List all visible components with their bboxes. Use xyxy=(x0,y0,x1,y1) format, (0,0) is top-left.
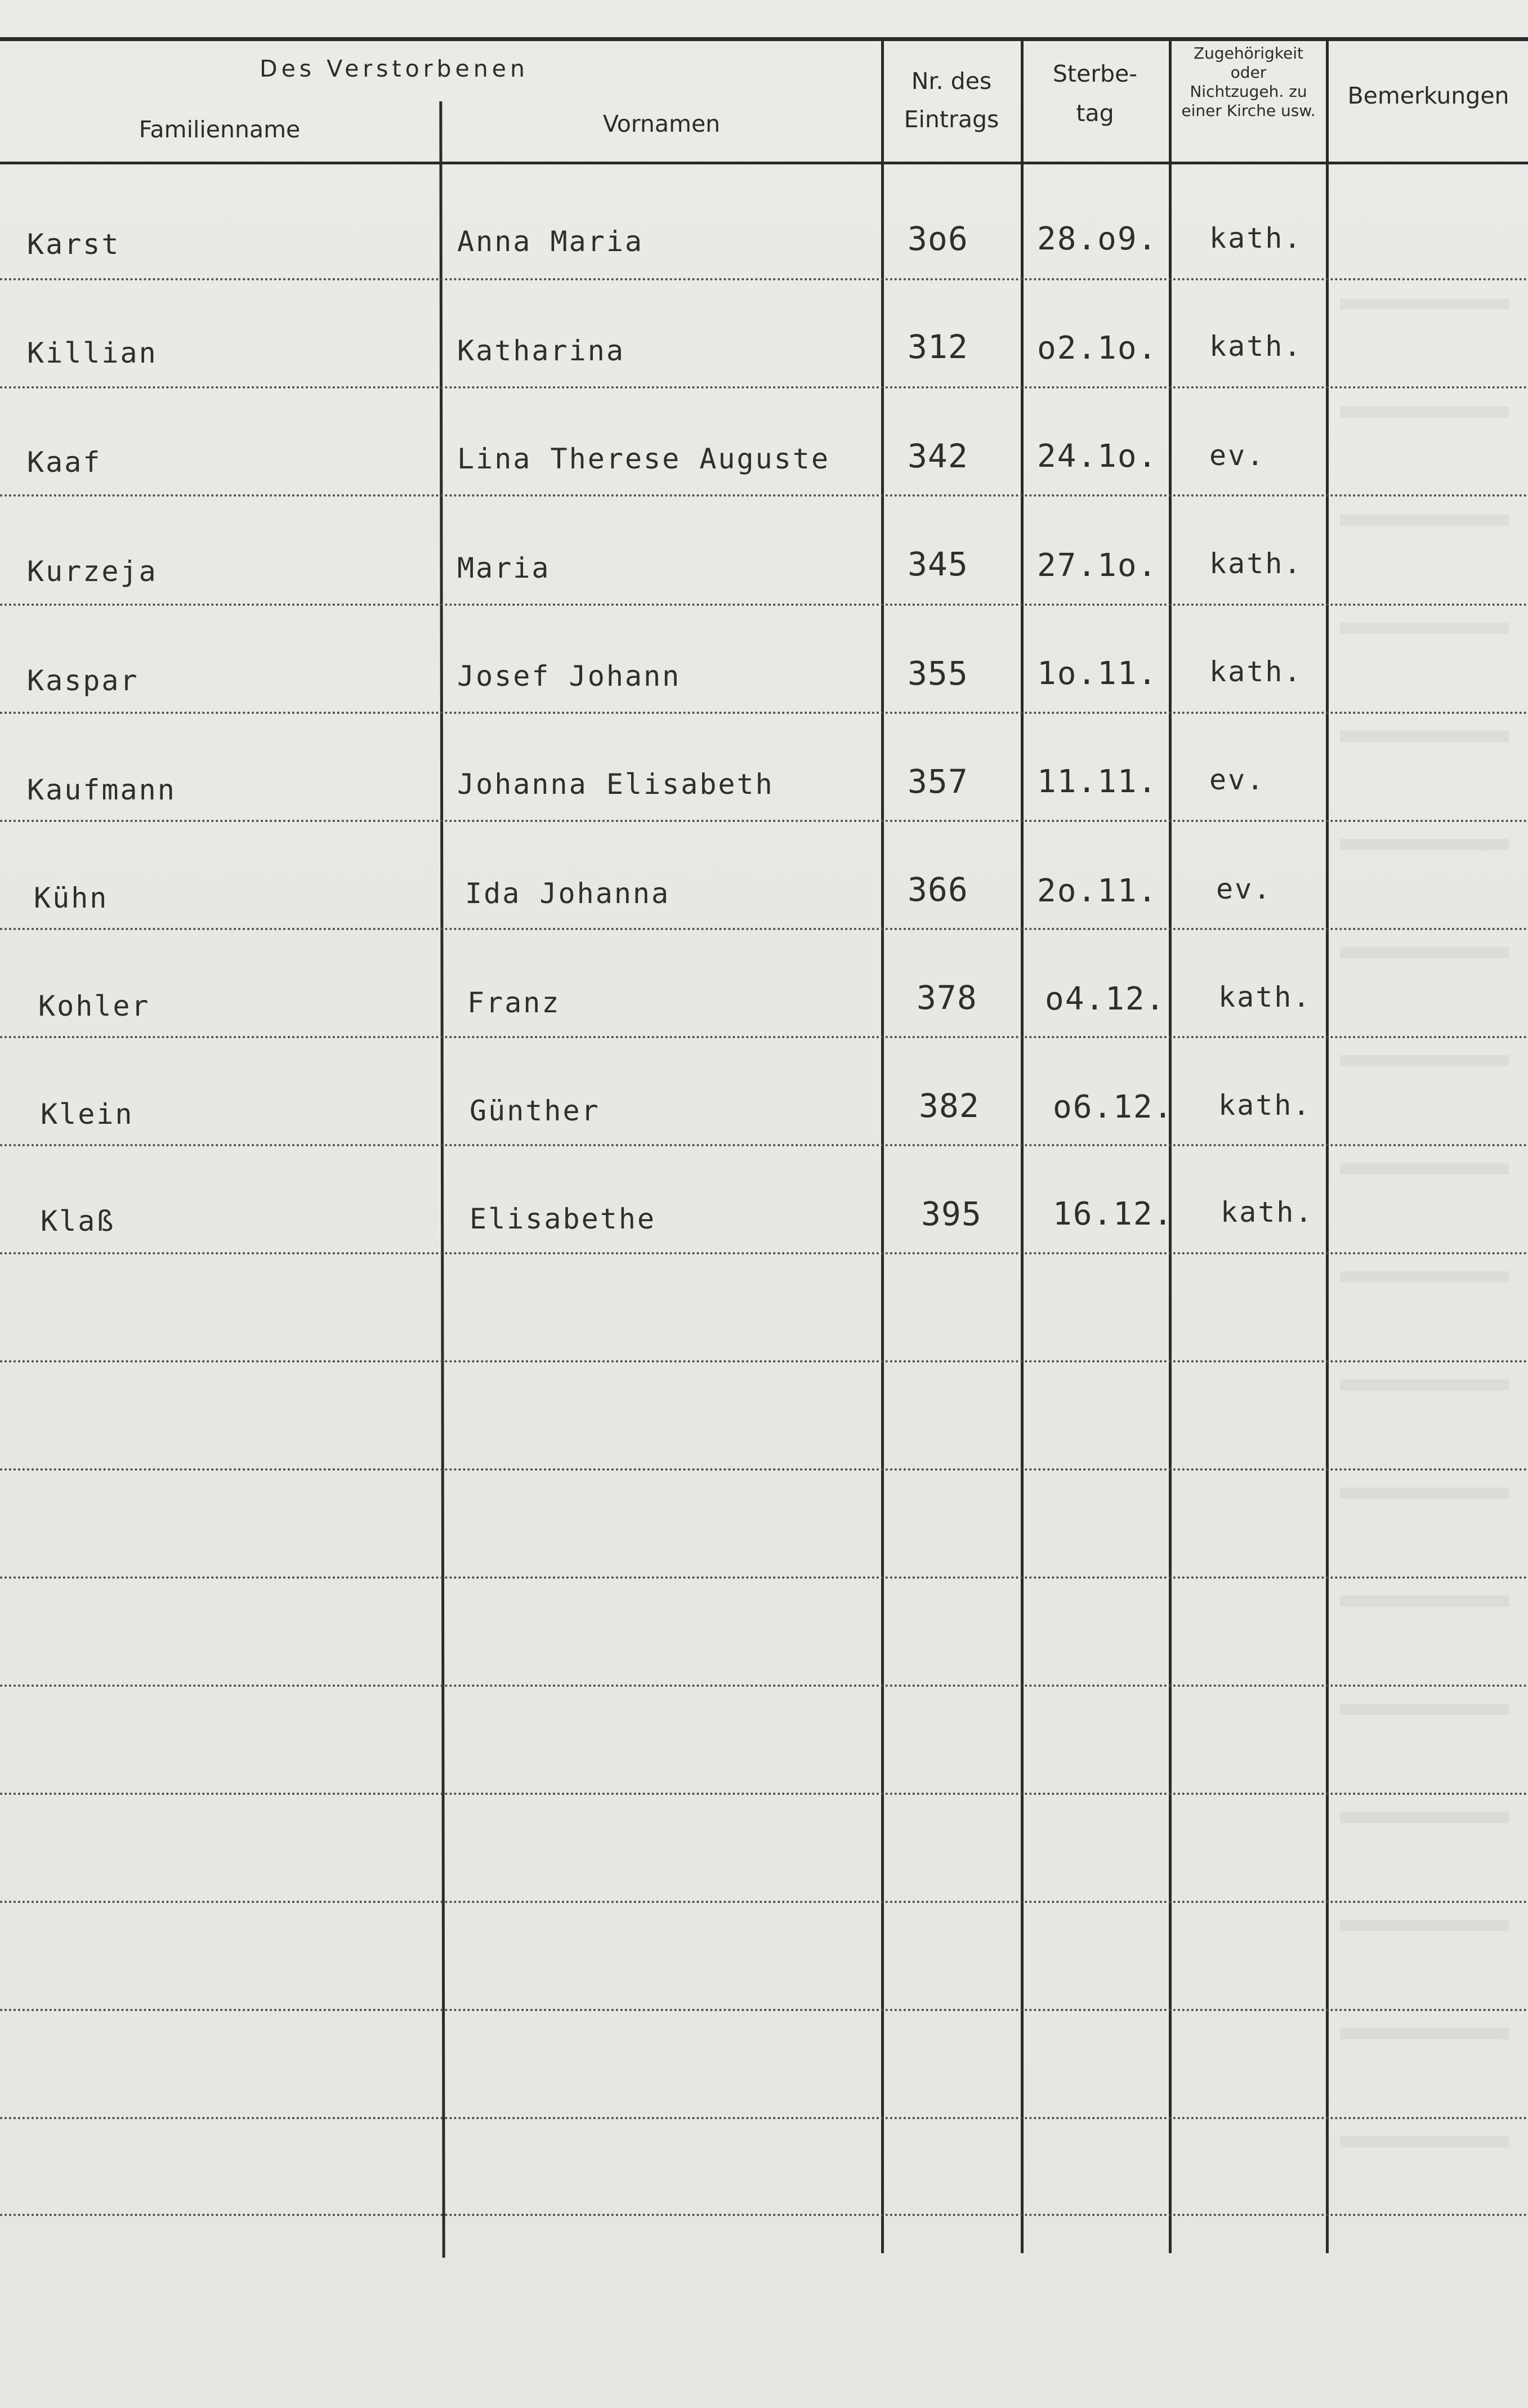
header-zug-line2: oder xyxy=(1230,63,1267,82)
row-separator xyxy=(0,1360,1528,1362)
row-5-kirche: kath. xyxy=(1209,655,1303,688)
column-divider-vornamen xyxy=(439,101,445,2258)
row-8-vornamen: Franz xyxy=(467,986,561,1019)
row-2-nr: 312 xyxy=(908,328,968,366)
header-bemerkungen: Bemerkungen xyxy=(1347,82,1509,109)
row-2-familienname: Killian xyxy=(27,337,158,369)
row-separator xyxy=(0,386,1528,388)
row-2-sterbetag: o2.1o. xyxy=(1037,330,1158,367)
row-1-kirche: kath. xyxy=(1209,222,1303,254)
row-8-kirche: kath. xyxy=(1218,981,1312,1013)
column-divider-bemerkungen xyxy=(1326,41,1329,2253)
header-top-rule xyxy=(0,37,1528,41)
row-separator xyxy=(0,1685,1528,1687)
row-separator xyxy=(0,928,1528,930)
row-1-familienname: Karst xyxy=(27,228,120,261)
row-7-sterbetag: 2o.11. xyxy=(1037,873,1158,909)
row-9-vornamen: Günther xyxy=(470,1094,600,1127)
row-6-kirche: ev. xyxy=(1209,763,1266,796)
row-2-vornamen: Katharina xyxy=(457,334,625,367)
column-divider-nr xyxy=(881,41,884,2253)
row-9-familienname: Klein xyxy=(41,1098,134,1131)
header-sterbe-line1: Sterbe- xyxy=(1052,60,1138,87)
row-4-kirche: kath. xyxy=(1209,547,1303,580)
header-nr-des-eintrags xyxy=(884,62,1019,139)
header-familienname: Familienname xyxy=(138,116,301,143)
header-sterbe-line2: tag xyxy=(1076,100,1114,127)
row-3-nr: 342 xyxy=(908,437,968,475)
row-6-vornamen: Johanna Elisabeth xyxy=(457,768,774,801)
row-separator xyxy=(0,494,1528,497)
row-separator xyxy=(0,604,1528,606)
row-5-nr: 355 xyxy=(908,654,968,693)
row-separator xyxy=(0,712,1528,714)
row-separator xyxy=(0,820,1528,822)
header-vornamen: Vornamen xyxy=(602,110,721,137)
row-separator xyxy=(0,278,1528,280)
row-7-vornamen: Ida Johanna xyxy=(465,877,671,910)
row-4-nr: 345 xyxy=(908,545,968,583)
row-6-sterbetag: 11.11. xyxy=(1037,763,1158,800)
row-separator xyxy=(0,2214,1528,2216)
header-nr-line2: Eintrags xyxy=(904,106,999,133)
row-3-familienname: Kaaf xyxy=(27,446,102,479)
row-10-familienname: Klaß xyxy=(41,1205,115,1237)
row-separator xyxy=(0,1252,1528,1254)
header-group-title: Des Verstorbenen xyxy=(260,55,529,82)
row-6-nr: 357 xyxy=(908,762,968,801)
row-6-familienname: Kaufmann xyxy=(27,774,176,806)
row-4-familienname: Kurzeja xyxy=(27,555,158,588)
row-1-nr: 3o6 xyxy=(908,220,968,258)
header-sterbetag xyxy=(1022,60,1168,139)
header-nr-line1: Nr. des xyxy=(911,68,992,95)
row-4-sterbetag: 27.1o. xyxy=(1037,547,1158,584)
row-5-familienname: Kaspar xyxy=(27,664,139,697)
row-separator xyxy=(0,1468,1528,1471)
row-9-sterbetag: o6.12. xyxy=(1053,1089,1174,1125)
row-5-sterbetag: 1o.11. xyxy=(1037,655,1158,692)
row-4-vornamen: Maria xyxy=(457,552,551,584)
row-separator xyxy=(0,1576,1528,1579)
row-1-sterbetag: 28.o9. xyxy=(1037,221,1158,257)
row-1-vornamen: Anna Maria xyxy=(457,225,644,258)
row-3-kirche: ev. xyxy=(1209,439,1266,472)
row-8-nr: 378 xyxy=(917,979,977,1017)
column-divider-kirche xyxy=(1169,41,1172,2253)
row-7-kirche: ev. xyxy=(1216,873,1272,905)
row-10-kirche: kath. xyxy=(1221,1196,1314,1228)
row-5-vornamen: Josef Johann xyxy=(457,660,681,693)
header-zug-line4: einer Kirche usw. xyxy=(1181,101,1316,120)
row-3-vornamen: Lina Therese Auguste xyxy=(457,443,830,475)
row-8-sterbetag: o4.12. xyxy=(1045,981,1166,1017)
header-zugehoerigkeit xyxy=(1171,44,1326,120)
row-10-sterbetag: 16.12. xyxy=(1053,1196,1174,1232)
row-7-nr: 366 xyxy=(908,870,968,909)
row-8-familienname: Kohler xyxy=(38,990,150,1022)
row-9-nr: 382 xyxy=(919,1087,980,1125)
column-divider-sterbetag xyxy=(1021,41,1024,2253)
header-bottom-rule xyxy=(0,162,1528,164)
row-separator xyxy=(0,2009,1528,2011)
header-zug-line3: Nichtzugeh. zu xyxy=(1190,82,1307,101)
row-10-nr: 395 xyxy=(921,1195,982,1233)
header-zug-line1: Zugehörigkeit xyxy=(1193,44,1304,62)
row-separator xyxy=(0,1793,1528,1795)
row-separator xyxy=(0,2117,1528,2119)
row-separator xyxy=(0,1901,1528,1903)
row-separator xyxy=(0,1036,1528,1038)
row-3-sterbetag: 24.1o. xyxy=(1037,438,1158,475)
row-10-vornamen: Elisabethe xyxy=(470,1203,656,1235)
row-2-kirche: kath. xyxy=(1209,330,1303,363)
paper-bleed-through xyxy=(1340,214,1509,2184)
row-separator xyxy=(0,1144,1528,1146)
row-7-familienname: Kühn xyxy=(34,882,109,914)
row-9-kirche: kath. xyxy=(1218,1089,1312,1122)
